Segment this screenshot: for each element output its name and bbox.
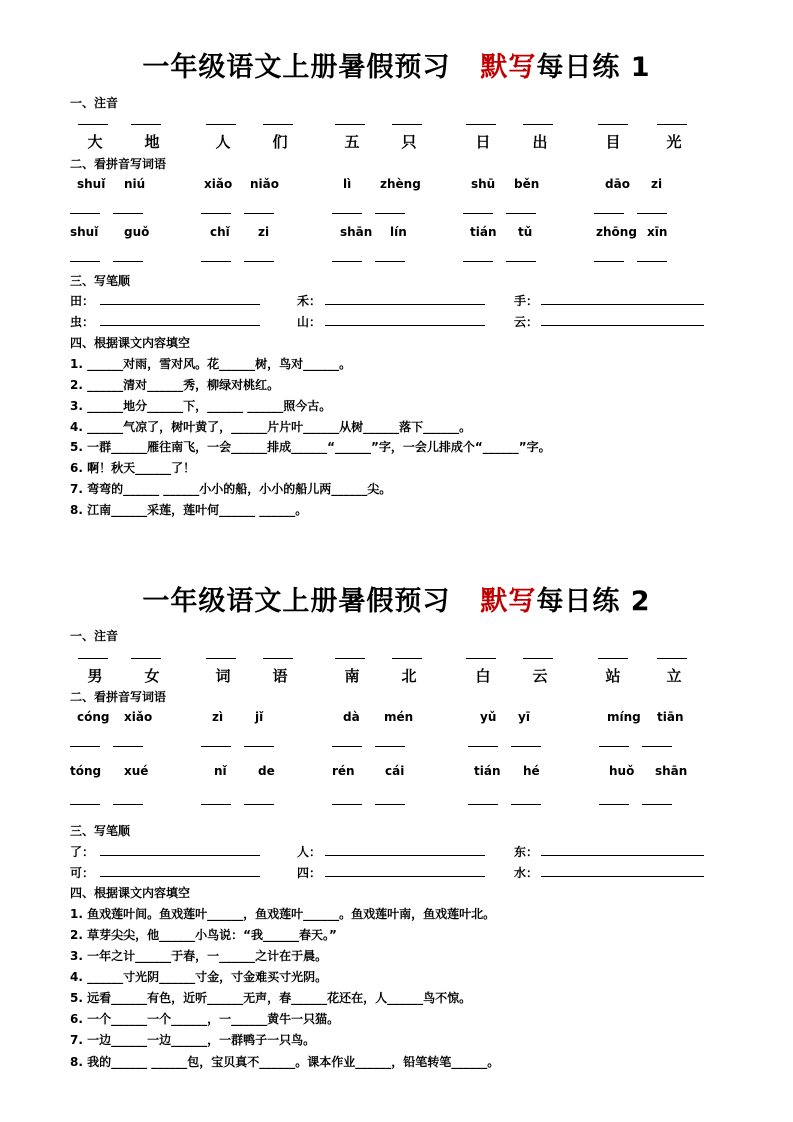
stroke-answer-line[interactable] xyxy=(541,313,704,326)
title-red: 默写 xyxy=(480,586,537,617)
pinyin: tián xyxy=(474,764,501,778)
fill-in-line: 7. 一边______一边______，一群鸭子一只鸟。 xyxy=(70,1033,316,1047)
pinyin: zhèng xyxy=(380,177,421,191)
title-tail: 每日练 2 xyxy=(536,586,651,617)
section-heading-1: 一、注音 xyxy=(70,96,119,110)
pinyin: běn xyxy=(514,177,540,191)
char: 日 xyxy=(475,133,491,151)
section-heading-3: 三、写笔顺 xyxy=(70,824,131,838)
pinyin: xiǎo xyxy=(204,177,233,191)
pinyin: jǐ xyxy=(255,710,264,724)
pinyin: shū xyxy=(471,177,496,191)
pinyin: tiān xyxy=(657,710,684,724)
pinyin: xīn xyxy=(647,225,668,239)
pinyin: zi xyxy=(651,177,663,191)
char: 词 xyxy=(215,667,231,685)
pinyin: yǔ xyxy=(480,710,497,724)
stroke-label: 虫： xyxy=(70,315,95,329)
stroke-label: 云： xyxy=(514,315,539,329)
fill-in-line: 4. ______气凉了，树叶黄了，______片片叶______从树______落下______。 xyxy=(70,420,472,434)
fill-in-line: 7. 弯弯的______ ______小小的船，小小的船儿两______尖。 xyxy=(70,482,392,496)
pinyin: de xyxy=(258,764,275,778)
char: 目 xyxy=(605,133,621,151)
answer-blank-row xyxy=(0,804,793,806)
fill-in-line: 5. 远看______有色，近听______无声，春______花还在，人______鸟不惊。 xyxy=(70,991,472,1005)
pinyin: hé xyxy=(523,764,540,778)
worksheet-title xyxy=(0,582,793,622)
char: 立 xyxy=(666,667,682,685)
char: 只 xyxy=(401,133,417,151)
stroke-label: 人： xyxy=(297,845,322,859)
pinyin: zì xyxy=(212,710,224,724)
section-heading-1: 一、注音 xyxy=(70,629,119,643)
answer-blank-row xyxy=(0,746,793,748)
answer-blank-row xyxy=(0,261,793,263)
fill-in-line: 8. 江南______采莲，莲叶何______ ______。 xyxy=(70,503,308,517)
stroke-label: 山： xyxy=(297,315,322,329)
fill-in-line: 1. ______对雨，雪对风。花______树，鸟对______。 xyxy=(70,357,352,371)
stroke-answer-line[interactable] xyxy=(325,843,485,856)
stroke-answer-line[interactable] xyxy=(100,843,260,856)
pinyin: lì xyxy=(343,177,352,191)
char: 出 xyxy=(532,133,548,151)
stroke-label: 四： xyxy=(297,866,322,880)
stroke-label: 水： xyxy=(514,866,539,880)
fill-in-line: 2. ______清对______秀，柳绿对桃红。 xyxy=(70,378,280,392)
pinyin: tǔ xyxy=(518,225,533,239)
fill-in-line: 2. 草芽尖尖，他______小鸟说：“我______春天。” xyxy=(70,928,337,942)
title-main: 一年级语文上册暑假预习 xyxy=(142,52,451,83)
char: 云 xyxy=(532,667,548,685)
pinyin: dāo xyxy=(605,177,630,191)
stroke-answer-line[interactable] xyxy=(325,864,485,877)
char: 白 xyxy=(475,667,491,685)
fill-in-line: 6. 一个______一个______，一______黄牛一只猫。 xyxy=(70,1012,340,1026)
pinyin: tóng xyxy=(70,764,102,778)
char: 站 xyxy=(605,667,621,685)
char: 北 xyxy=(401,667,417,685)
char: 女 xyxy=(144,667,160,685)
char: 大 xyxy=(87,133,103,151)
stroke-answer-line[interactable] xyxy=(541,292,704,305)
answer-blank-row xyxy=(0,658,793,660)
fill-in-line: 8. 我的______ ______包，宝贝真不______。课本作业______，铅笔转笔______。 xyxy=(70,1055,500,1069)
stroke-answer-line[interactable] xyxy=(541,864,704,877)
pinyin: shān xyxy=(340,225,373,239)
char: 男 xyxy=(87,667,103,685)
section-heading-3: 三、写笔顺 xyxy=(70,274,131,288)
char: 南 xyxy=(344,667,360,685)
char: 地 xyxy=(144,133,160,151)
stroke-answer-line[interactable] xyxy=(100,864,260,877)
pinyin: xiǎo xyxy=(124,710,153,724)
pinyin: mén xyxy=(384,710,414,724)
pinyin: zi xyxy=(258,225,270,239)
pinyin: xué xyxy=(124,764,149,778)
pinyin: nǐ xyxy=(214,764,227,778)
pinyin: guǒ xyxy=(124,225,150,239)
stroke-label: 田： xyxy=(70,294,95,308)
fill-in-line: 3. 一年之计______于春，一______之计在于晨。 xyxy=(70,949,328,963)
fill-in-line: 5. 一群______雁往南飞，一会______排成______“______”字，一会儿排成个“______”字。 xyxy=(70,440,551,454)
pinyin: lín xyxy=(390,225,407,239)
pinyin: huǒ xyxy=(609,764,635,778)
fill-in-line: 1. 鱼戏莲叶间。鱼戏莲叶______，鱼戏莲叶______。鱼戏莲叶南，鱼戏莲叶北。 xyxy=(70,907,496,921)
section-heading-4: 四、根据课文内容填空 xyxy=(70,886,191,900)
section-heading-2: 二、看拼音写词语 xyxy=(70,157,167,171)
section-heading-4: 四、根据课文内容填空 xyxy=(70,336,191,350)
pinyin: shuǐ xyxy=(70,225,99,239)
fill-in-line: 6. 啊！秋天______了！ xyxy=(70,461,196,475)
stroke-label: 了： xyxy=(70,845,95,859)
stroke-answer-line[interactable] xyxy=(100,292,260,305)
pinyin: shān xyxy=(655,764,688,778)
char: 们 xyxy=(272,133,288,151)
char: 五 xyxy=(344,133,360,151)
stroke-answer-line[interactable] xyxy=(100,313,260,326)
worksheet-title xyxy=(0,48,793,88)
char: 人 xyxy=(215,133,231,151)
pinyin: dà xyxy=(343,710,360,724)
title-red: 默写 xyxy=(480,52,537,83)
stroke-answer-line[interactable] xyxy=(541,843,704,856)
stroke-answer-line[interactable] xyxy=(325,313,485,326)
answer-blank-row xyxy=(0,213,793,215)
stroke-label: 禾： xyxy=(297,294,322,308)
stroke-label: 可： xyxy=(70,866,95,880)
pinyin: niú xyxy=(124,177,146,191)
pinyin: rén xyxy=(332,764,355,778)
answer-blank-row xyxy=(0,124,793,126)
fill-in-line: 4. ______寸光阴______寸金，寸金难买寸光阴。 xyxy=(70,970,328,984)
pinyin: niǎo xyxy=(250,177,279,191)
char: 光 xyxy=(666,133,682,151)
stroke-label: 手： xyxy=(514,294,539,308)
title-main: 一年级语文上册暑假预习 xyxy=(142,586,451,617)
title-tail: 每日练 1 xyxy=(536,52,651,83)
pinyin: cóng xyxy=(77,710,110,724)
stroke-answer-line[interactable] xyxy=(325,292,485,305)
pinyin: zhōng xyxy=(596,225,637,239)
section-heading-2: 二、看拼音写词语 xyxy=(70,690,167,704)
pinyin: tián xyxy=(470,225,497,239)
pinyin: cái xyxy=(385,764,405,778)
pinyin: yī xyxy=(518,710,530,724)
pinyin: shuǐ xyxy=(77,177,106,191)
char: 语 xyxy=(272,667,288,685)
pinyin: chǐ xyxy=(210,225,230,239)
stroke-label: 东： xyxy=(514,845,539,859)
pinyin: míng xyxy=(607,710,641,724)
fill-in-line: 3. ______地分______下，______ ______照今古。 xyxy=(70,399,332,413)
